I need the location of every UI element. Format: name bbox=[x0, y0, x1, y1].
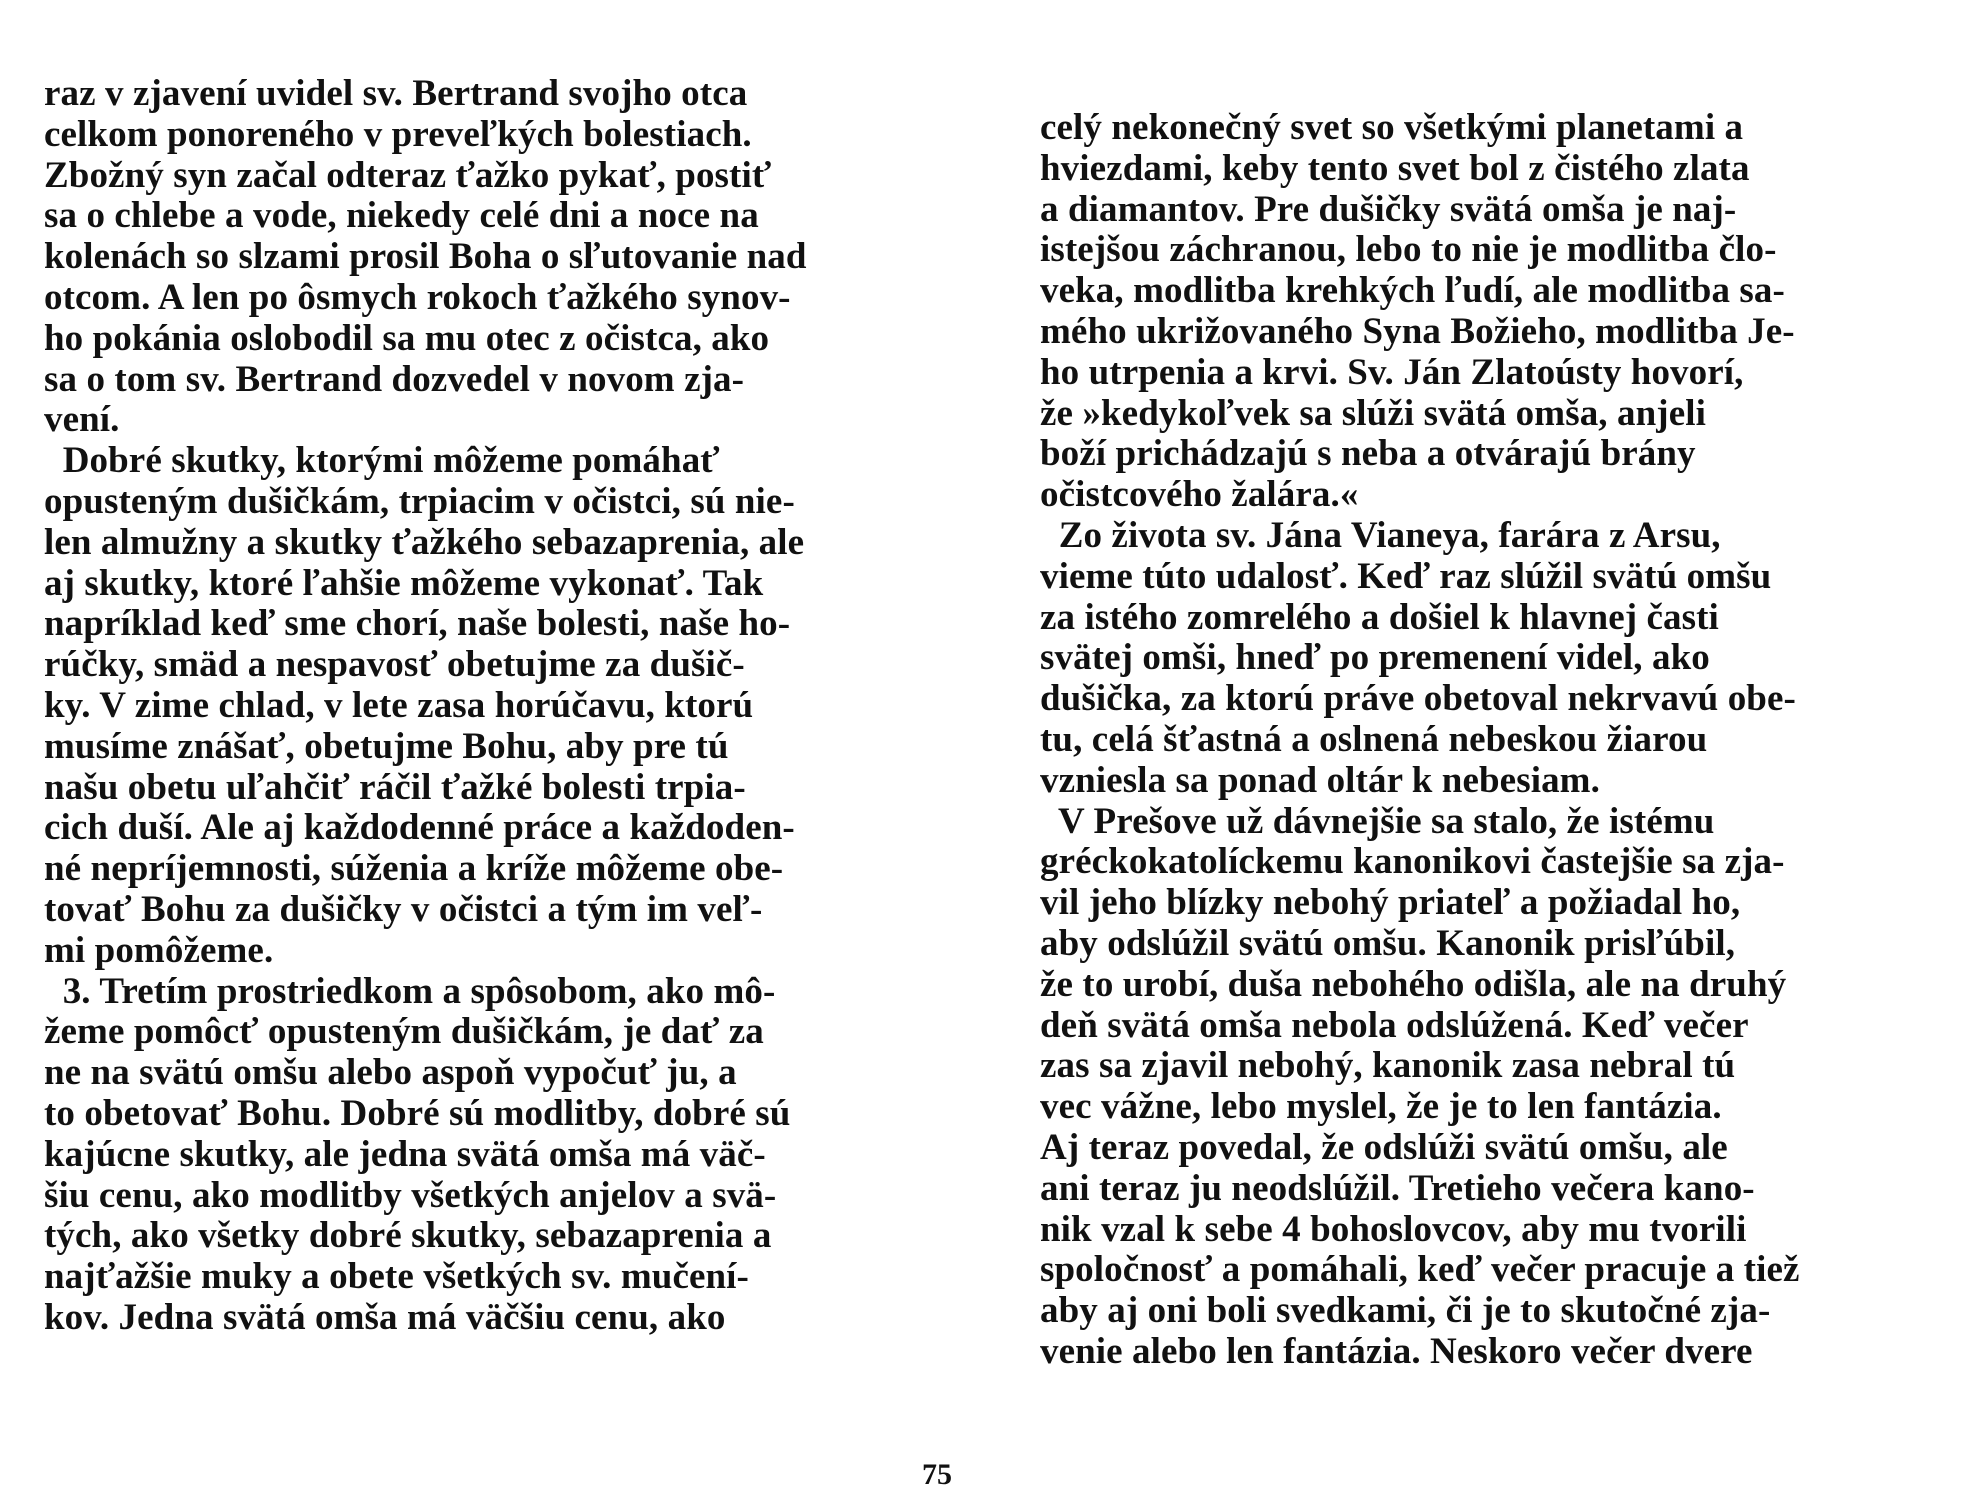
text-line: Zbožný syn začal odteraz ťažko pykať, postiť bbox=[44, 154, 772, 196]
text-line: Dobré skutky, ktorými môžeme pomáhať bbox=[44, 440, 720, 482]
text-line: né nepríjemnosti, súženia a kríže môžeme obe- bbox=[44, 848, 784, 890]
text-line: V Prešove už dávnejšie sa stalo, že istému bbox=[1040, 800, 1715, 842]
text-line: mého ukrižovaného Syna Božieho, modlitba Je- bbox=[1040, 310, 1795, 352]
text-line: boží prichádzajú s neba a otvárajú brány bbox=[1040, 433, 1696, 475]
text-line: celý nekonečný svet so všetkými planetami a bbox=[1040, 107, 1744, 148]
left-text-column bbox=[44, 74, 944, 1339]
text-line: veka, modlitba krehkých ľudí, ale modlitba sa- bbox=[1040, 270, 1785, 312]
text-line: cich duší. Ale aj každodenné práce a každoden- bbox=[44, 807, 795, 849]
text-line: len almužny a skutky ťažkého sebazaprenia, ale bbox=[44, 521, 805, 563]
text-line: dušička, za ktorú práve obetoval nekrvavú obe- bbox=[1040, 678, 1796, 720]
text-line: otcom. A len po ôsmych rokoch ťažkého synov- bbox=[44, 276, 791, 318]
text-line: svätej omši, hneď po premenení videl, ako bbox=[1040, 637, 1710, 679]
text-line: že to urobí, duša nebohého odišla, ale na druhý bbox=[1040, 963, 1787, 1005]
text-line: tu, celá šťastná a oslnená nebeskou žiarou bbox=[1040, 718, 1708, 760]
right-text-column bbox=[1040, 108, 1940, 1373]
text-line: napríklad keď sme chorí, naše bolesti, naše ho- bbox=[44, 603, 791, 645]
text-line: tých, ako všetky dobré skutky, sebazaprenia a bbox=[44, 1215, 772, 1257]
text-line: vieme túto udalosť. Keď raz slúžil svätú omšu bbox=[1040, 555, 1772, 597]
text-line: najťažšie muky a obete všetkých sv. mučení- bbox=[44, 1256, 749, 1298]
text-line: vzniesla sa ponad oltár k nebesiam. bbox=[1040, 759, 1600, 801]
text-line: sa o chlebe a vode, niekedy celé dni a noce na bbox=[44, 195, 759, 237]
text-line: zas sa zjavil nebohý, kanonik zasa nebral tú bbox=[1040, 1045, 1736, 1087]
text-line: ho pokánia oslobodil sa mu otec z očistca, ako bbox=[44, 317, 770, 359]
text-line: aby odslúžil svätú omšu. Kanonik prisľúbil, bbox=[1040, 922, 1736, 964]
text-line: ho utrpenia a krvi. Sv. Ján Zlatoústy hovorí, bbox=[1040, 351, 1744, 393]
text-line: šiu cenu, ako modlitby všetkých anjelov a svä- bbox=[44, 1174, 777, 1216]
text-line: spoločnosť a pomáhali, keď večer pracuje a tiež bbox=[1040, 1249, 1800, 1291]
text-line: za istého zomrelého a došiel k hlavnej časti bbox=[1040, 596, 1719, 638]
text-line: mi pomôžeme. bbox=[44, 929, 274, 971]
text-line: sa o tom sv. Bertrand dozvedel v novom zja- bbox=[44, 358, 745, 400]
text-line: 3. Tretím prostriedkom a spôsobom, ako mô- bbox=[44, 970, 776, 1012]
text-line: venie alebo len fantázia. Neskoro večer dvere bbox=[1040, 1330, 1753, 1372]
text-line: žeme pomôcť opusteným dušičkám, je dať za bbox=[44, 1011, 764, 1053]
text-line: rúčky, smäd a nespavosť obetujme za dušič- bbox=[44, 644, 745, 686]
text-line: vec vážne, lebo myslel, že je to len fantázia. bbox=[1040, 1086, 1722, 1128]
text-line: vil jeho blízky nebohý priateľ a požiadal ho, bbox=[1040, 882, 1741, 924]
text-line: kolenách so slzami prosil Boha o sľutovanie nad bbox=[44, 236, 807, 278]
text-line: ne na svätú omšu alebo aspoň vypočuť ju, a bbox=[44, 1052, 737, 1094]
text-line: hviezdami, keby tento svet bol z čistého zlata bbox=[1040, 147, 1750, 189]
text-line: ky. V zime chlad, v lete zasa horúčavu, ktorú bbox=[44, 684, 754, 726]
text-line: deň svätá omša nebola odslúžená. Keď večer bbox=[1040, 1004, 1749, 1046]
text-line: musíme znášať, obetujme Bohu, aby pre tú bbox=[44, 725, 729, 767]
text-line: očistcového žalára.« bbox=[1040, 474, 1359, 516]
text-line: že »kedykoľvek sa slúži svätá omša, anjeli bbox=[1040, 392, 1706, 434]
text-line: našu obetu uľahčiť ráčil ťažké bolesti trpia- bbox=[44, 766, 746, 808]
text-line: Zo života sv. Jána Vianeya, farára z Arsu, bbox=[1040, 514, 1721, 556]
text-line: vení. bbox=[44, 399, 120, 441]
text-line: tovať Bohu za dušičky v očistci a tým im veľ- bbox=[44, 888, 763, 930]
page-number: 75 bbox=[922, 1458, 952, 1491]
text-line: to obetovať Bohu. Dobré sú modlitby, dobré sú bbox=[44, 1092, 791, 1134]
text-line: celkom ponoreného v preveľkých bolestiach. bbox=[44, 113, 752, 155]
text-line: kov. Jedna svätá omša má väčšiu cenu, ako bbox=[44, 1296, 726, 1338]
text-line: a diamantov. Pre dušičky svätá omša je naj- bbox=[1040, 188, 1737, 230]
text-line: opusteným dušičkám, trpiacim v očistci, sú nie- bbox=[44, 480, 795, 522]
text-line: nik vzal k sebe 4 bohoslovcov, aby mu tvorili bbox=[1040, 1208, 1747, 1250]
text-line: gréckokatolíckemu kanonikovi častejšie sa zja- bbox=[1040, 841, 1785, 883]
text-line: aj skutky, ktoré ľahšie môžeme vykonať. Tak bbox=[44, 562, 764, 604]
text-line: ani teraz ju neodslúžil. Tretieho večera kano- bbox=[1040, 1167, 1755, 1209]
text-line: kajúcne skutky, ale jedna svätá omša má väč- bbox=[44, 1133, 766, 1175]
text-line: aby aj oni boli svedkami, či je to skutočné zja- bbox=[1040, 1290, 1771, 1332]
text-line: raz v zjavení uvidel sv. Bertrand svojho otca bbox=[44, 73, 748, 114]
text-line: istejšou záchranou, lebo to nie je modlitba člo- bbox=[1040, 229, 1777, 271]
text-line: Aj teraz povedal, že odslúži svätú omšu, ale bbox=[1040, 1126, 1728, 1168]
